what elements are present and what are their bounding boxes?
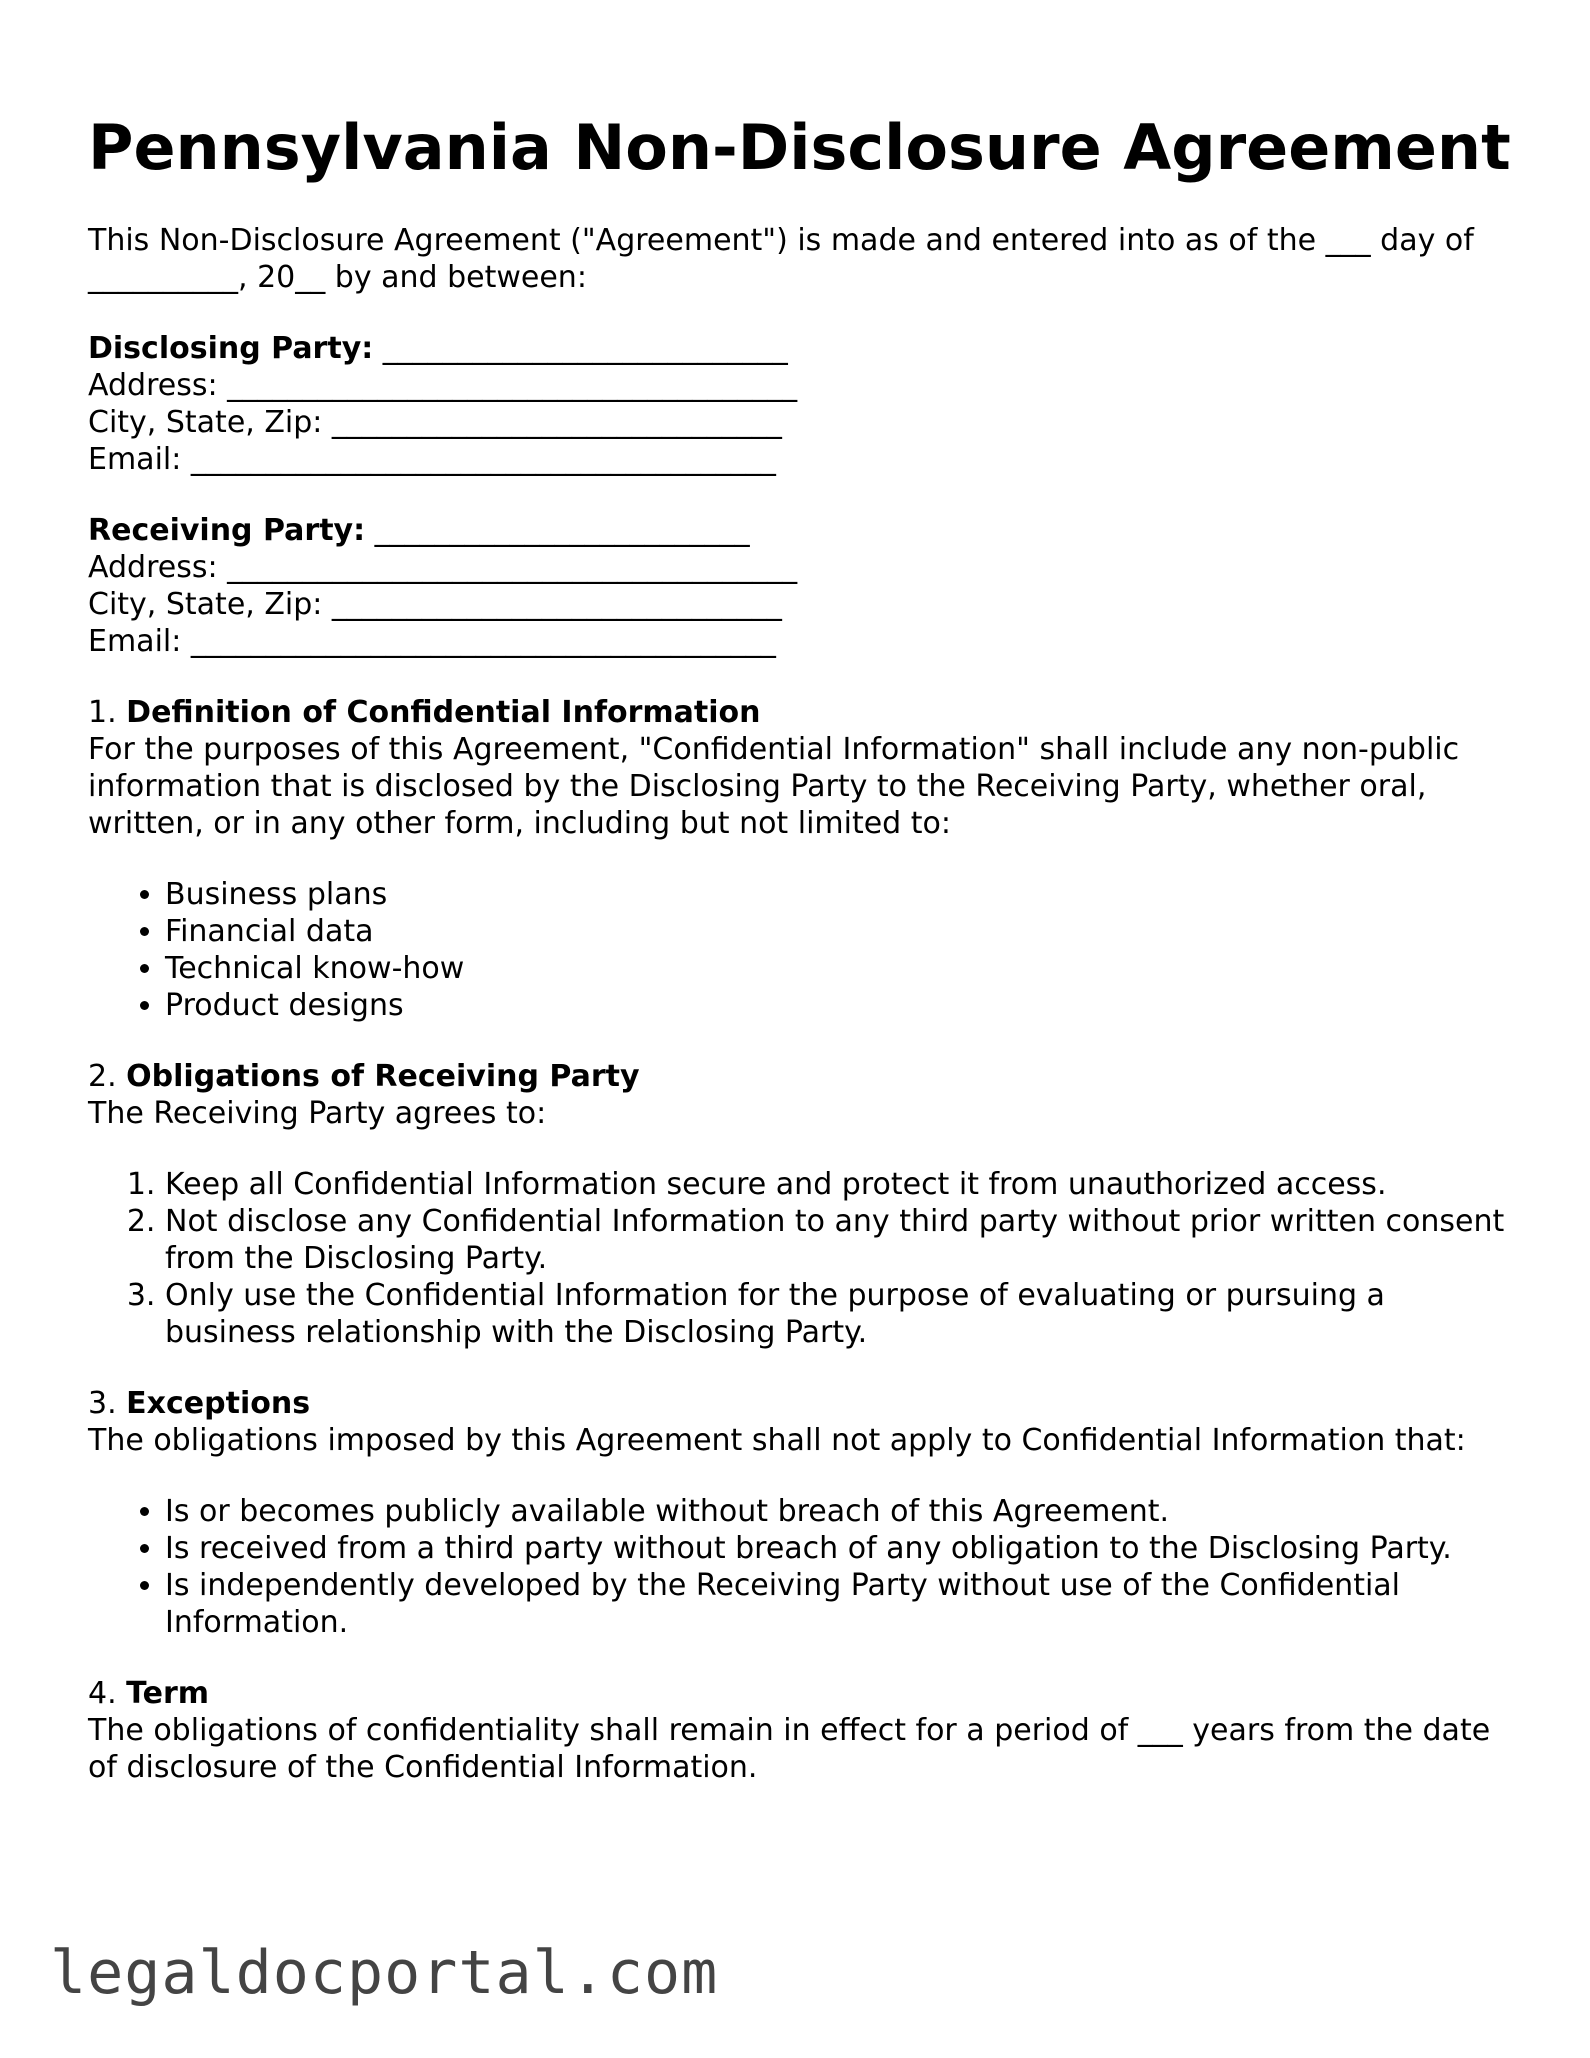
list-item: • Is independently developed by the Receiving Party without use of the Confidential Information.: [165, 1567, 1518, 1641]
section-number: 3.: [88, 1386, 117, 1421]
section-body: The Receiving Party agrees to:: [88, 1096, 547, 1131]
disclosing-party-address: Address: ______________________________________: [88, 368, 798, 403]
list-item: • Product designs: [165, 987, 1518, 1024]
footer-brand-watermark: legaldocportal.com: [50, 1938, 719, 2008]
numbered-list: [88, 1166, 1518, 1351]
receiving-party-email: Email: _______________________________________: [88, 624, 776, 659]
bullet-list: [88, 876, 1518, 1024]
section-title: Term: [126, 1676, 210, 1711]
document-page: [88, 112, 1518, 1786]
bullet-list: [88, 1493, 1518, 1641]
disclosing-party-block: [88, 330, 1518, 478]
intro-paragraph: This Non-Disclosure Agreement ("Agreement") is made and entered into as of the ___ day of __________, 20__ by and between:: [88, 223, 1474, 295]
section-body: The obligations of confidentiality shall remain in effect for a period of ___ years from the date of disclosure of the Confidential Information.: [88, 1713, 1491, 1785]
disclosing-party-name-blank: ___________________________: [373, 331, 788, 366]
section-exceptions: [88, 1385, 1518, 1641]
section-obligations: [88, 1058, 1518, 1351]
receiving-party-city-state-zip: City, State, Zip: ______________________________: [88, 587, 782, 622]
section-term: [88, 1675, 1518, 1786]
section-number: 2.: [88, 1059, 117, 1094]
receiving-party-name-blank: _________________________: [365, 513, 750, 548]
section-number: 4.: [88, 1676, 117, 1711]
section-body: For the purposes of this Agreement, "Confidential Information" shall include any non-public information that is disclosed by the Disclosing Party to the Receiving Party, whether oral, written, or in any other form, including but not limited to:: [88, 732, 1460, 841]
document-title: Pennsylvania Non-Disclosure Agreement: [88, 111, 1511, 184]
section-title: Exceptions: [126, 1386, 311, 1421]
section-heading: [88, 1385, 1518, 1422]
section-heading: [88, 1675, 1518, 1712]
section-heading: [88, 694, 1518, 731]
section-number: 1.: [88, 695, 117, 730]
list-item: • Financial data: [165, 913, 1518, 950]
section-title: Obligations of Receiving Party: [126, 1059, 640, 1094]
list-item: • Is received from a third party without breach of any obligation to the Disclosing Party.: [165, 1530, 1518, 1567]
section-body: The obligations imposed by this Agreement shall not apply to Confidential Information that:: [88, 1423, 1466, 1458]
receiving-party-address: Address: ______________________________________: [88, 550, 798, 585]
disclosing-party-label: Disclosing Party:: [88, 331, 374, 366]
receiving-party-label: Receiving Party:: [88, 513, 366, 548]
list-item: • Technical know-how: [165, 950, 1518, 987]
receiving-party-line: [88, 512, 1518, 549]
disclosing-party-email: Email: _______________________________________: [88, 442, 776, 477]
section-definition: [88, 694, 1518, 1024]
receiving-party-block: [88, 512, 1518, 660]
disclosing-party-city-state-zip: City, State, Zip: ______________________________: [88, 405, 782, 440]
list-item: • Business plans: [165, 876, 1518, 913]
section-heading: [88, 1058, 1518, 1095]
disclosing-party-line: [88, 330, 1518, 367]
list-item: 2. Not disclose any Confidential Information to any third party without prior written consent from the Disclosing Party.: [165, 1203, 1518, 1277]
section-title: Definition of Confidential Information: [126, 695, 761, 730]
list-item: • Is or becomes publicly available without breach of this Agreement.: [165, 1493, 1518, 1530]
list-item: 1. Keep all Confidential Information secure and protect it from unauthorized access.: [165, 1166, 1518, 1203]
list-item: 3. Only use the Confidential Information for the purpose of evaluating or pursuing a business relationship with the Disclosing Party.: [165, 1277, 1518, 1351]
